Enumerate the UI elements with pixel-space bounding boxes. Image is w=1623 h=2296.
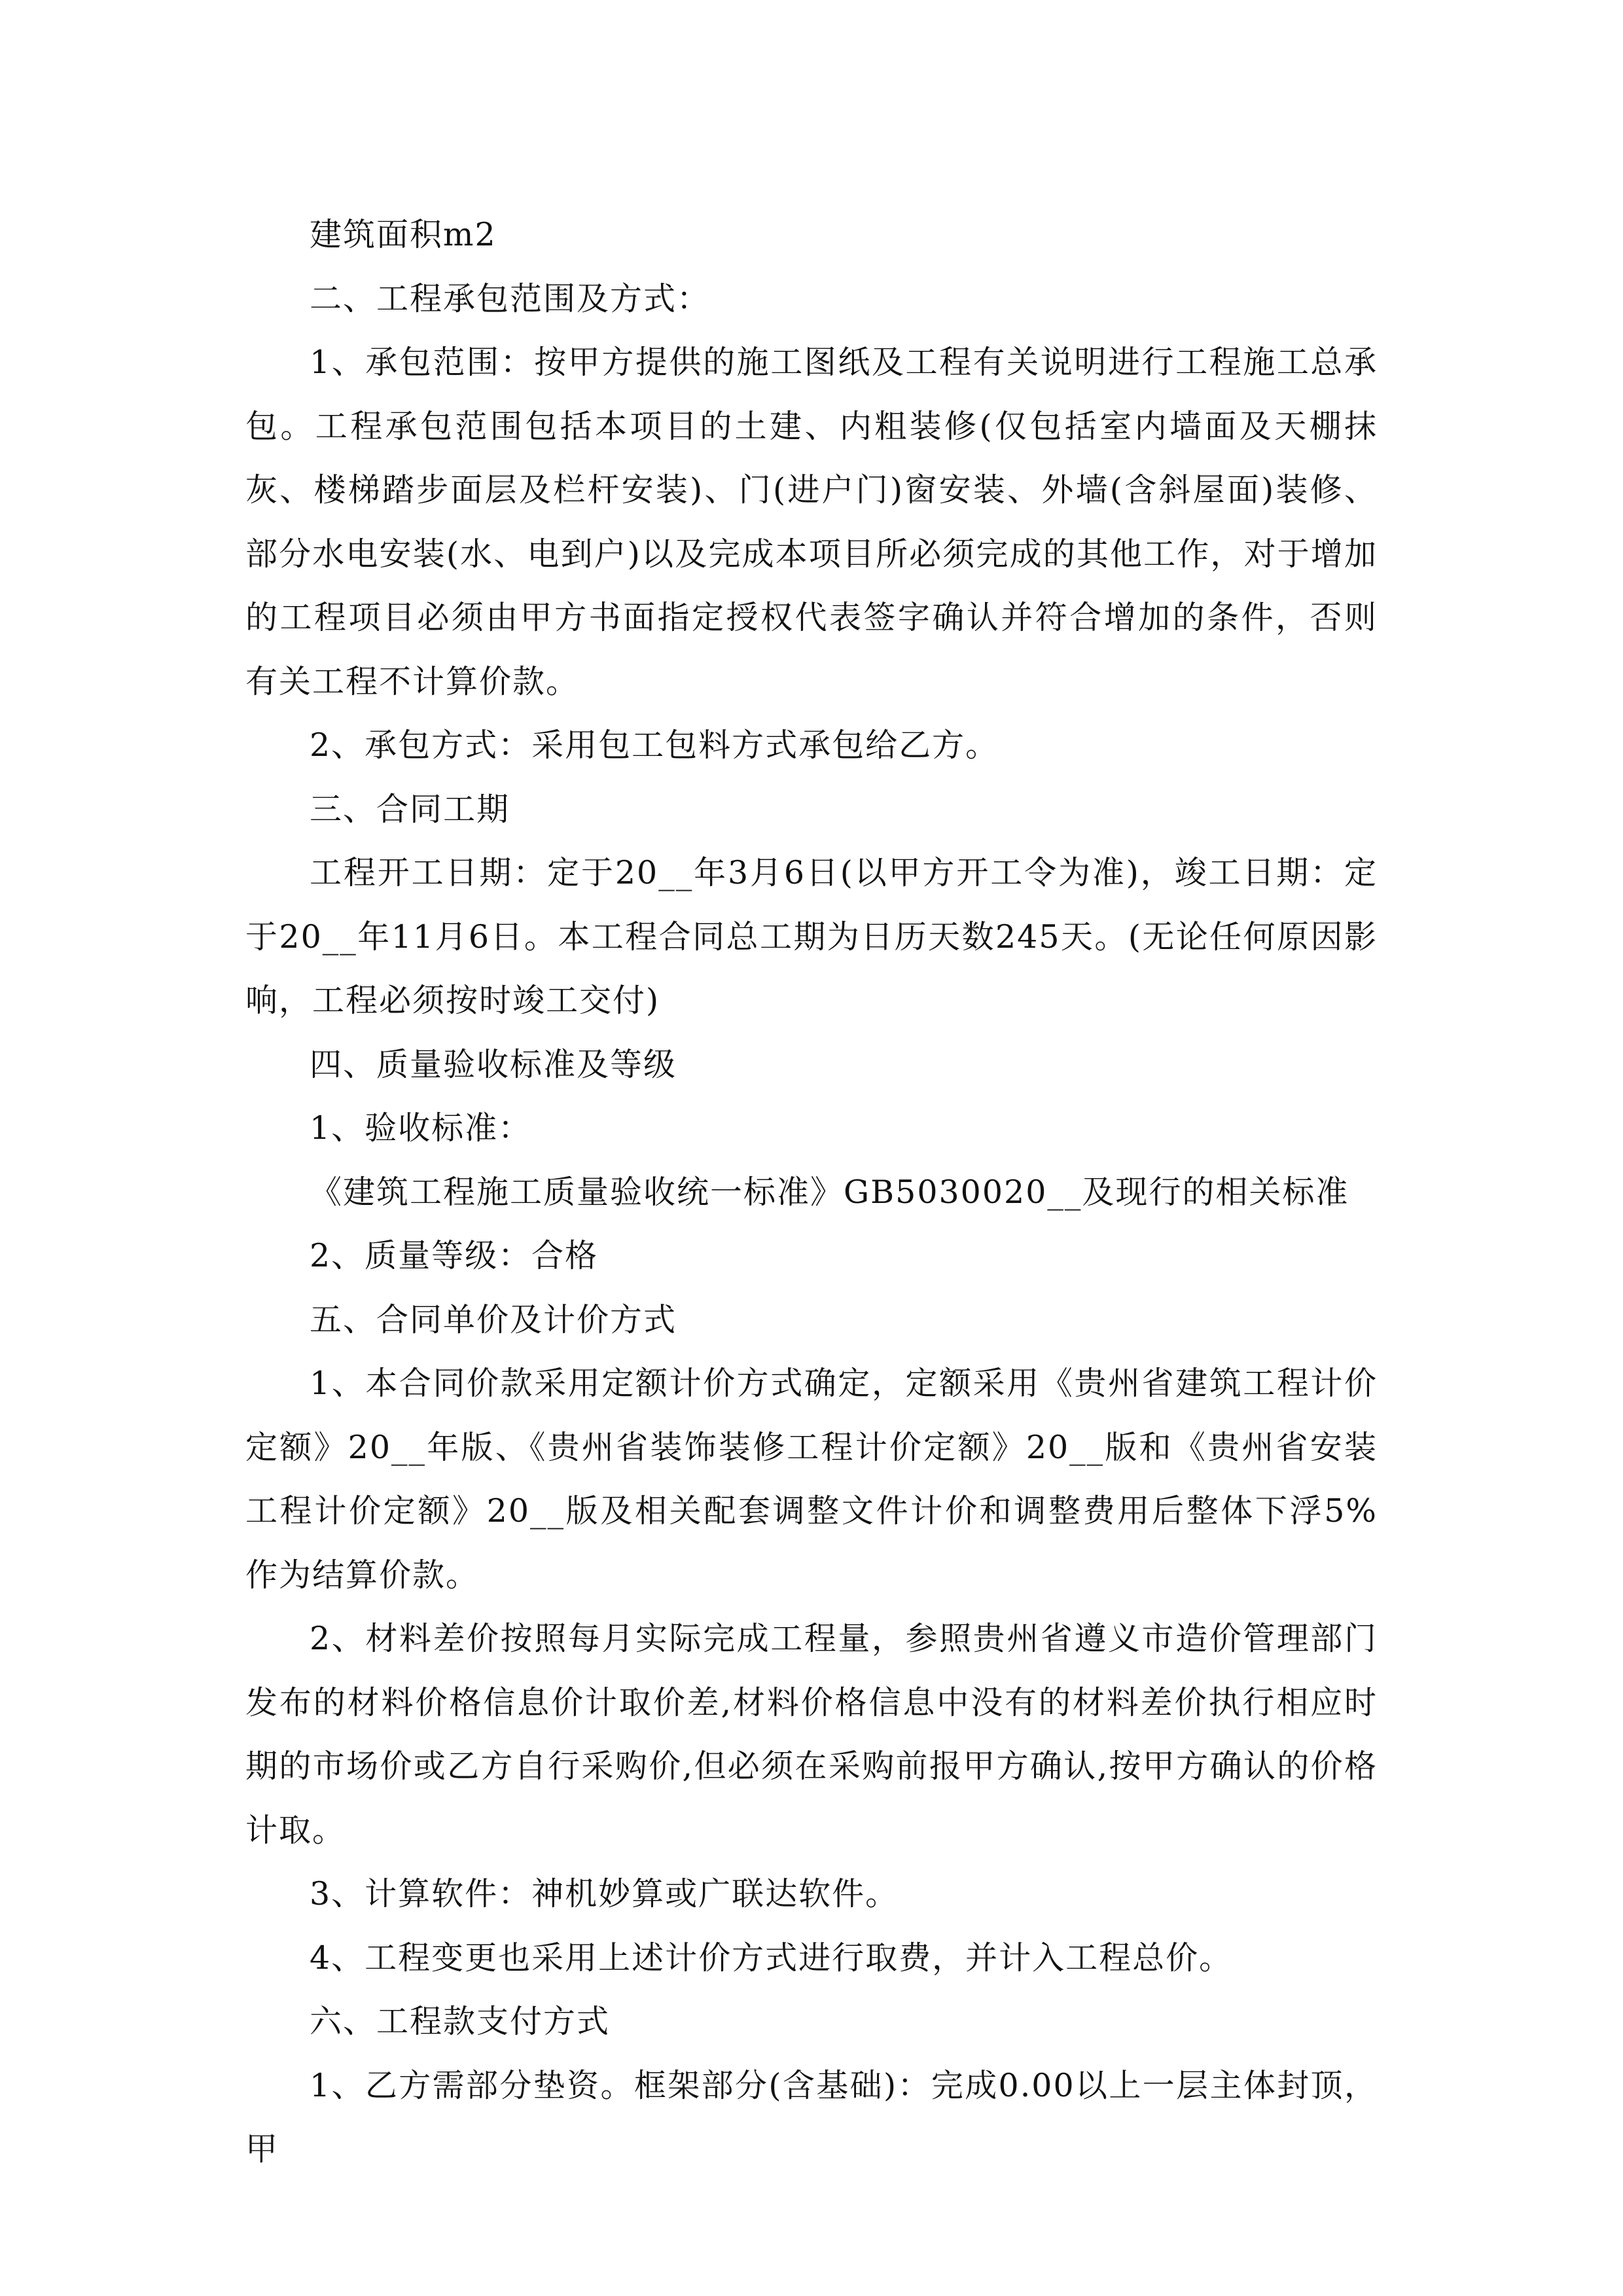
paragraph-material-price-difference: 2、材料差价按照每月实际完成工程量，参照贵州省遵义市造价管理部门发布的材料价格信息价计取价差,材料价格信息中没有的材料差价执行相应时期的市场价或乙方自行采购价,但必须在采购前报甲方确认,按甲方确认的价格计取。	[245, 1620, 1378, 1849]
paragraph-acceptance-standard-label: 1、验收标准：	[310, 1109, 532, 1147]
paragraph-construction-dates: 工程开工日期：定于20__年3月6日(以甲方开工令为准)，竣工日期：定于20__年11月6日。本工程合同总工期为日历天数245天。(无论任何原因影响，工程必须按时竣工交付)	[245, 854, 1378, 1019]
heading-contract-period: 三、合同工期	[310, 790, 510, 828]
paragraph-advance-funding: 1、乙方需部分垫资。框架部分(含基础)：完成0.00以上一层主体封顶，甲	[245, 2066, 1378, 2168]
paragraph-calculation-software: 3、计算软件：神机妙算或广联达软件。	[310, 1875, 899, 1912]
heading-payment-method: 六、工程款支付方式	[310, 2003, 611, 2040]
heading-quality-standard: 四、质量验收标准及等级	[310, 1045, 677, 1083]
paragraph-building-area: 建筑面积m2	[310, 216, 497, 253]
paragraph-contract-scope: 1、承包范围：按甲方提供的施工图纸及工程有关说明进行工程施工总承包。工程承包范围包括本项目的土建、内粗装修(仅包括室内墙面及天棚抹灰、楼梯踏步面层及栏杆安装)、门(进户门)窗安装、外墙(含斜屋面)装修、部分水电安装(水、电到户)以及完成本项目所必须完成的其他工作，对于增加的工程项目必须由甲方书面指定授权代表签字确认并符合增加的条件，否则有关工程不计算价款。	[245, 344, 1378, 700]
paragraph-acceptance-standard: 《建筑工程施工质量验收统一标准》GB5030020__及现行的相关标准	[310, 1173, 1349, 1211]
document-body	[245, 203, 1378, 2181]
paragraph-quality-grade: 2、质量等级：合格	[310, 1237, 599, 1274]
paragraph-pricing-quota: 1、本合同价款采用定额计价方式确定，定额采用《贵州省建筑工程计价定额》20__年版、《贵州省装饰装修工程计价定额》20__版和《贵州省安装工程计价定额》20__版及相关配套调整文件计价和调整费用后整体下浮5%作为结算价款。	[245, 1365, 1378, 1594]
paragraph-engineering-changes: 4、工程变更也采用上述计价方式进行取费，并计入工程总价。	[310, 1939, 1233, 1977]
heading-scope-and-method: 二、工程承包范围及方式：	[310, 279, 711, 317]
heading-unit-price: 五、合同单价及计价方式	[310, 1300, 677, 1338]
paragraph-contract-method: 2、承包方式：采用包工包料方式承包给乙方。	[310, 726, 999, 764]
